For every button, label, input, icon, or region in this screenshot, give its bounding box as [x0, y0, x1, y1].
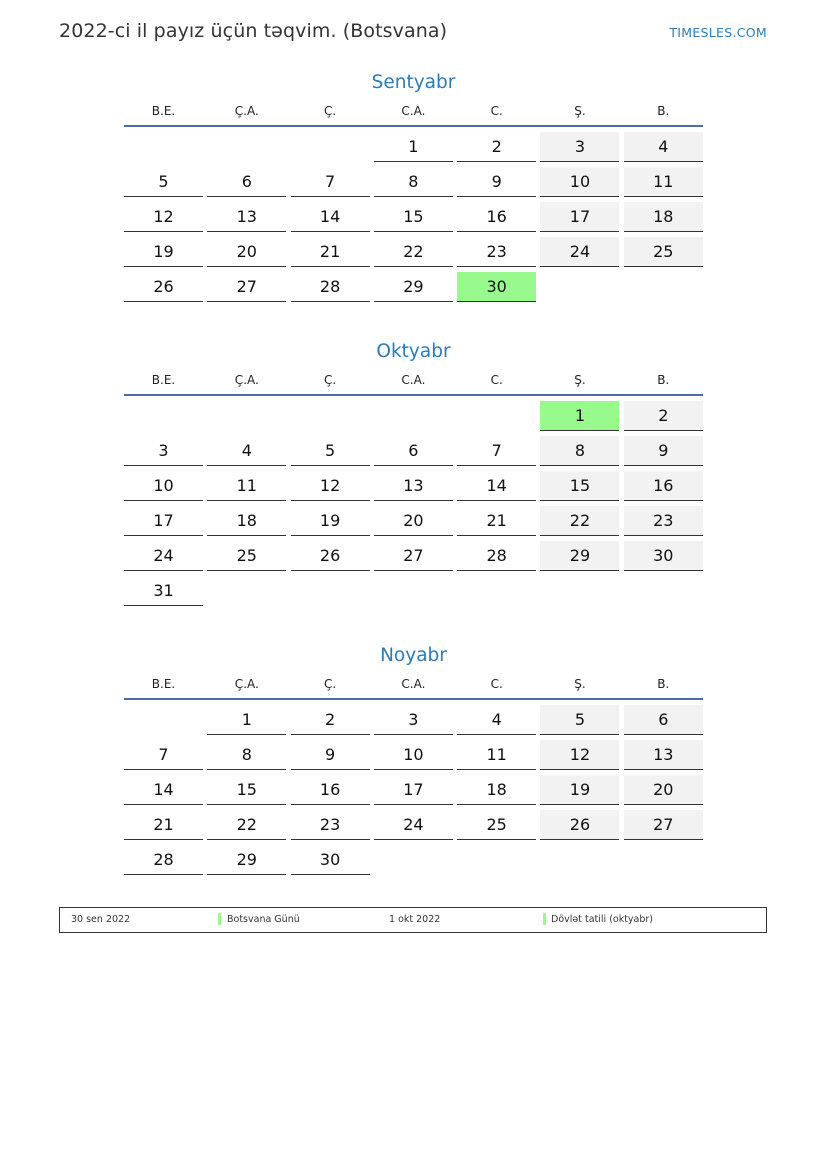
day-cell: 9 — [457, 167, 536, 197]
weekday-label: C.A. — [401, 373, 426, 387]
day-cell: 12 — [124, 202, 203, 232]
day-cell: 12 — [291, 471, 370, 501]
empty-cell — [457, 401, 536, 431]
legend-date-1: 30 sen 2022 — [71, 914, 131, 925]
weekday-label: Ç. — [323, 677, 337, 691]
weekday-label: C.A. — [401, 104, 426, 118]
legend-holiday-marker-1 — [218, 913, 221, 925]
day-cell: 20 — [374, 506, 453, 536]
day-cell: 15 — [207, 775, 286, 805]
day-cell: 6 — [374, 436, 453, 466]
day-cell: 1 — [374, 132, 453, 162]
day-cell: 19 — [124, 237, 203, 267]
day-cell: 27 — [207, 272, 286, 302]
day-cell: 14 — [291, 202, 370, 232]
day-cell: 3 — [124, 436, 203, 466]
empty-cell — [207, 401, 286, 431]
day-cell: 14 — [457, 471, 536, 501]
weekday-label: Ş. — [574, 104, 586, 118]
day-cell: 23 — [624, 506, 703, 536]
day-cell: 24 — [124, 541, 203, 571]
day-cell: 11 — [207, 471, 286, 501]
day-cell: 2 — [291, 705, 370, 735]
weekday-label: Ş. — [574, 373, 586, 387]
day-cell: 24 — [374, 810, 453, 840]
weekday-header — [124, 673, 703, 700]
month-oktyabr — [124, 339, 703, 606]
weekday-label: Ç.A. — [234, 677, 259, 691]
day-cell: 10 — [374, 740, 453, 770]
day-cell: 3 — [374, 705, 453, 735]
month-name: Sentyabr — [371, 72, 456, 93]
weekday-label: Ç.A. — [234, 104, 259, 118]
day-cell: 22 — [207, 810, 286, 840]
empty-cell — [124, 132, 203, 162]
day-cell: 14 — [124, 775, 203, 805]
legend-holiday-name-1: Botsvana Günü — [227, 914, 300, 925]
day-cell: 7 — [124, 740, 203, 770]
site-link[interactable]: TIMESLES.COM — [669, 25, 767, 40]
weekday-label: B.E. — [151, 104, 176, 118]
day-cell: 13 — [624, 740, 703, 770]
day-cell: 4 — [207, 436, 286, 466]
day-cell: 29 — [207, 845, 286, 875]
day-cell: 27 — [624, 810, 703, 840]
day-cell: 12 — [540, 740, 619, 770]
weekday-label: Ş. — [574, 677, 586, 691]
day-cell: 22 — [374, 237, 453, 267]
day-cell: 18 — [624, 202, 703, 232]
day-cell: 9 — [291, 740, 370, 770]
day-cell: 8 — [374, 167, 453, 197]
day-cell: 16 — [457, 202, 536, 232]
day-cell: 11 — [457, 740, 536, 770]
day-cell: 19 — [540, 775, 619, 805]
legend-holiday-name-2: Dövlət tatili (oktyabr) — [551, 914, 654, 925]
day-cell: 15 — [374, 202, 453, 232]
day-cell: 25 — [624, 237, 703, 267]
day-cell: 7 — [291, 167, 370, 197]
legend-date-2: 1 okt 2022 — [389, 914, 441, 925]
weekday-label: B. — [657, 373, 670, 387]
day-cell: 26 — [291, 541, 370, 571]
day-cell: 15 — [540, 471, 619, 501]
day-cell: 6 — [207, 167, 286, 197]
legend-holiday-marker-2 — [543, 913, 546, 925]
day-cell: 9 — [624, 436, 703, 466]
weekday-label: Ç. — [323, 373, 337, 387]
empty-cell — [291, 132, 370, 162]
day-cell: 17 — [540, 202, 619, 232]
day-cell: 31 — [124, 576, 203, 606]
weekday-label: C. — [490, 104, 503, 118]
day-cell: 30 — [624, 541, 703, 571]
day-cell: 18 — [457, 775, 536, 805]
day-cell: 10 — [540, 167, 619, 197]
weekday-label: Ç.A. — [234, 373, 259, 387]
day-cell-holiday: 1 — [540, 401, 619, 431]
day-cell: 11 — [624, 167, 703, 197]
day-cell: 10 — [124, 471, 203, 501]
weekday-header — [124, 369, 703, 396]
month-sentyabr — [124, 70, 703, 302]
month-noyabr — [124, 643, 703, 875]
day-grid — [124, 132, 703, 302]
day-cell: 29 — [540, 541, 619, 571]
day-cell: 19 — [291, 506, 370, 536]
weekday-label: B. — [657, 104, 670, 118]
day-cell: 21 — [124, 810, 203, 840]
day-cell: 13 — [374, 471, 453, 501]
day-cell: 27 — [374, 541, 453, 571]
day-cell: 4 — [624, 132, 703, 162]
empty-cell — [374, 401, 453, 431]
empty-cell — [291, 401, 370, 431]
day-cell: 21 — [291, 237, 370, 267]
day-cell: 28 — [124, 845, 203, 875]
weekday-label: B.E. — [151, 373, 176, 387]
holiday-legend — [59, 907, 767, 933]
weekday-label: B.E. — [151, 677, 176, 691]
day-cell: 26 — [540, 810, 619, 840]
day-cell: 4 — [457, 705, 536, 735]
day-cell: 6 — [624, 705, 703, 735]
day-cell: 20 — [624, 775, 703, 805]
day-cell: 28 — [291, 272, 370, 302]
day-cell: 5 — [540, 705, 619, 735]
month-name: Noyabr — [380, 645, 447, 666]
day-cell: 16 — [291, 775, 370, 805]
day-grid — [124, 401, 703, 606]
empty-cell — [207, 132, 286, 162]
empty-cell — [124, 401, 203, 431]
day-cell: 29 — [374, 272, 453, 302]
day-cell: 2 — [457, 132, 536, 162]
day-cell: 23 — [457, 237, 536, 267]
day-cell: 18 — [207, 506, 286, 536]
day-cell: 28 — [457, 541, 536, 571]
month-name: Oktyabr — [376, 341, 451, 362]
day-cell: 7 — [457, 436, 536, 466]
day-cell: 23 — [291, 810, 370, 840]
day-cell: 5 — [291, 436, 370, 466]
weekday-label: C.A. — [401, 677, 426, 691]
day-cell: 26 — [124, 272, 203, 302]
empty-cell — [124, 705, 203, 735]
weekday-label: B. — [657, 677, 670, 691]
day-cell: 8 — [540, 436, 619, 466]
day-cell: 25 — [207, 541, 286, 571]
day-cell: 3 — [540, 132, 619, 162]
day-cell: 13 — [207, 202, 286, 232]
weekday-label: Ç. — [323, 104, 337, 118]
day-cell-holiday: 30 — [457, 272, 536, 302]
weekday-header — [124, 100, 703, 127]
day-cell: 17 — [374, 775, 453, 805]
day-cell: 1 — [207, 705, 286, 735]
weekday-label: C. — [490, 373, 503, 387]
day-cell: 24 — [540, 237, 619, 267]
day-cell: 30 — [291, 845, 370, 875]
day-cell: 17 — [124, 506, 203, 536]
day-cell: 25 — [457, 810, 536, 840]
day-cell: 16 — [624, 471, 703, 501]
day-grid — [124, 705, 703, 875]
page-title: 2022-ci il payız üçün təqvim. (Botsvana) — [59, 20, 448, 42]
weekday-label: C. — [490, 677, 503, 691]
day-cell: 21 — [457, 506, 536, 536]
day-cell: 22 — [540, 506, 619, 536]
day-cell: 8 — [207, 740, 286, 770]
day-cell: 2 — [624, 401, 703, 431]
day-cell: 5 — [124, 167, 203, 197]
day-cell: 20 — [207, 237, 286, 267]
